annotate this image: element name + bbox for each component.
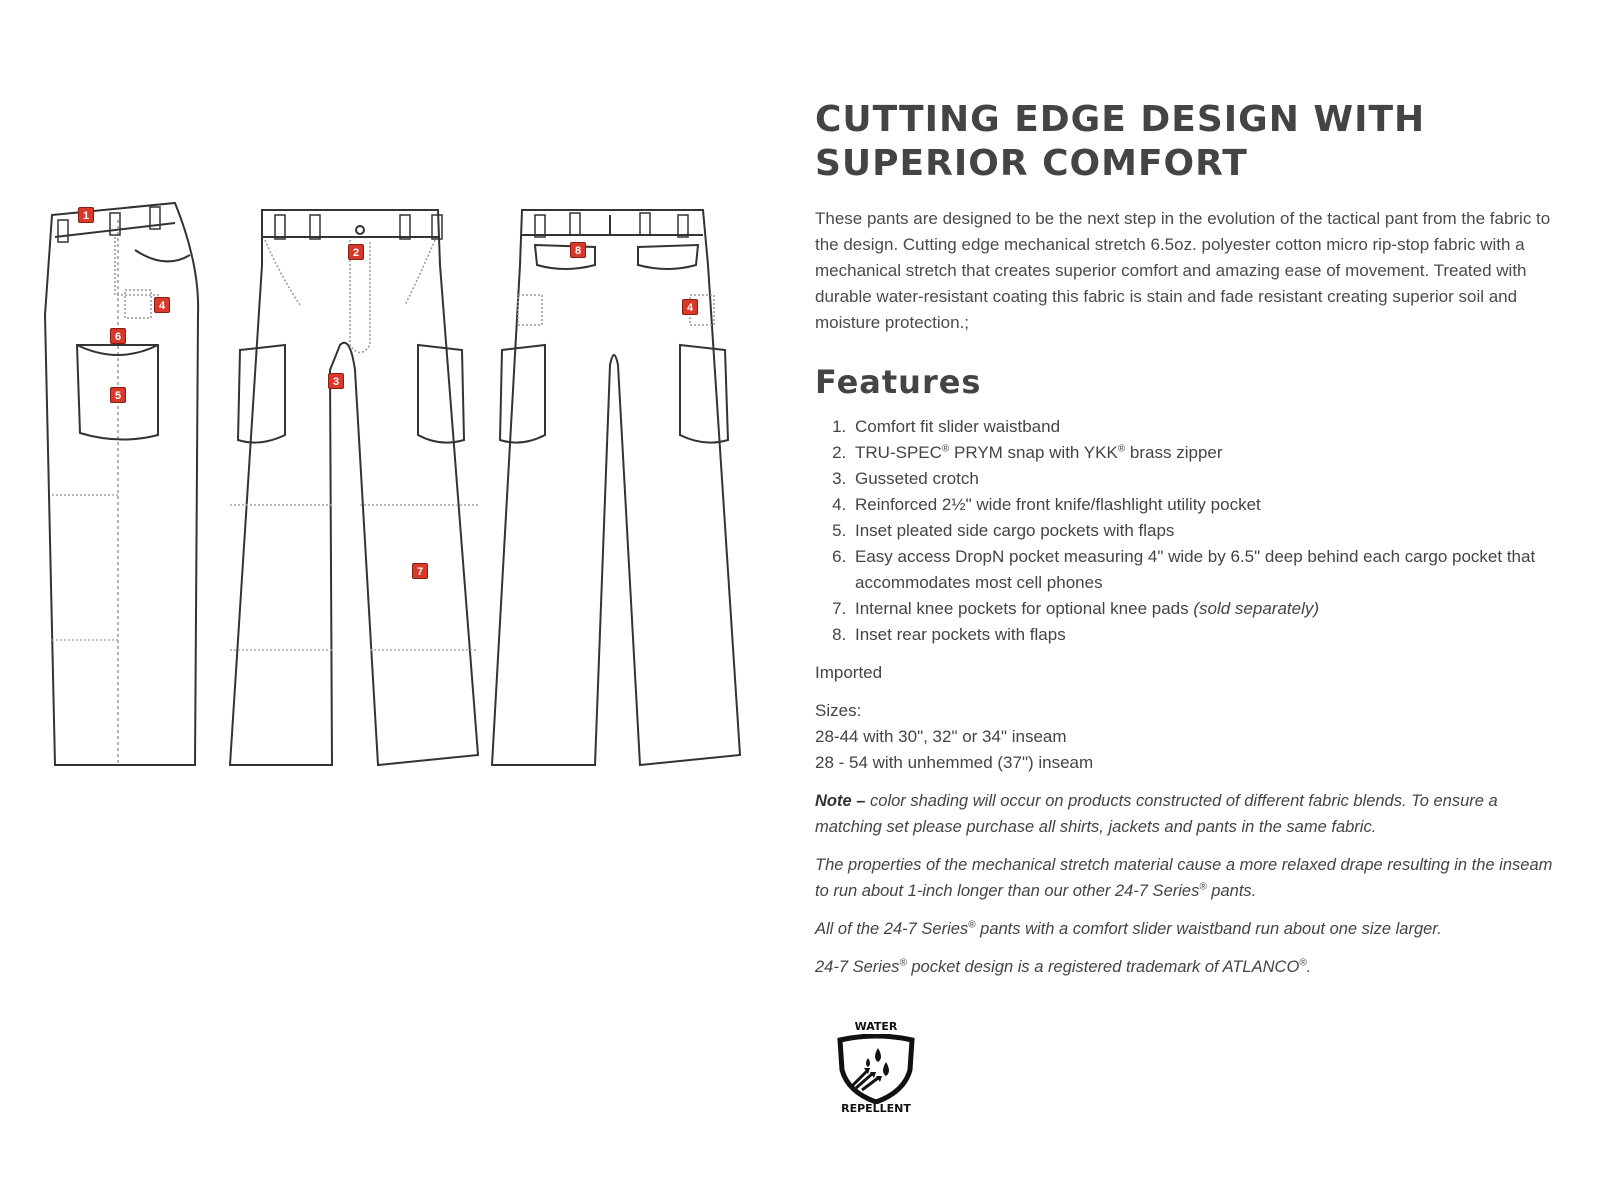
sizes-line-2: 28 - 54 with unhemmed (37") inseam [815,753,1094,772]
list-item: 5. Inset pleated side cargo pockets with flaps [851,518,1565,544]
list-item: 1. Comfort fit slider waistband [851,414,1565,440]
diagram-marker-1: 1 [78,207,94,223]
list-item: 2. TRU-SPEC® PRYM snap with YKK® brass zipper [851,440,1565,466]
water-repellent-shield-icon [834,1034,918,1104]
diagram-marker-7: 7 [412,563,428,579]
list-item: 6. Easy access DropN pocket measuring 4" wide by 6.5" deep behind each cargo pocket that accommodates most cell phones [851,544,1565,596]
badge-top-text: WATER [854,1020,898,1033]
page-title: CUTTING EDGE DESIGN WITH SUPERIOR COMFORT [815,99,1426,184]
diagram-marker-5: 5 [110,387,126,403]
note-label: Note – [815,792,866,810]
stretch-paragraph: The properties of the mechanical stretch material cause a more relaxed drape resulting in the inseam to run about 1-inch longer than our other 24-7 Series® pants. [815,856,1553,900]
diagram-marker-3: 3 [328,373,344,389]
sizes-block [815,698,1565,776]
front-view-pants [230,210,478,765]
pants-diagram [40,195,780,795]
diagram-marker-4-back: 4 [682,299,698,315]
diagram-marker-2: 2 [348,244,364,260]
sizes-line-1: 28-44 with 30", 32" or 34" inseam [815,727,1067,746]
imported-text: Imported [815,663,883,682]
list-item: 8. Inset rear pockets with flaps [851,622,1565,648]
water-repellent-badge [830,1020,922,1116]
intro-paragraph: These pants are designed to be the next step in the evolution of the tactical pant from the fabric to the design. Cutting edge mechanical stretch 6.5oz. polyester cotton micro rip-stop fabric with a mechanical stretch that creates superior comfort and amazing ease of movement. Treated with durable water-resistant coating this fabric is stain and fade resistant creating superior soil and moisture protection.; [815,209,1551,332]
pants-line-drawing [40,195,780,795]
features-heading: Features [815,363,982,401]
diagram-marker-4-side: 4 [154,297,170,313]
list-item: 4. Reinforced 2½" wide front knife/flashlight utility pocket [851,492,1565,518]
badge-bottom-text: REPELLENT [841,1102,911,1115]
list-item: 3. Gusseted crotch [851,466,1565,492]
product-description [815,98,1565,992]
side-view-pants [45,203,198,765]
features-list [815,414,1565,648]
diagram-marker-8: 8 [570,242,586,258]
back-view-pants [492,210,740,765]
list-item: 7. Internal knee pockets for optional knee pads (sold separately) [851,596,1565,622]
diagram-marker-6: 6 [110,328,126,344]
note-paragraph: Note – color shading will occur on products constructed of different fabric blends. To ensure a matching set please purchase all shirts, jackets and pants in the same fabric. [815,792,1498,836]
trademark-paragraph: 24-7 Series® pocket design is a registered trademark of ATLANCO®. [815,957,1312,976]
slider-paragraph: All of the 24-7 Series® pants with a comfort slider waistband run about one size larger. [815,919,1442,938]
sizes-label: Sizes: [815,701,862,720]
